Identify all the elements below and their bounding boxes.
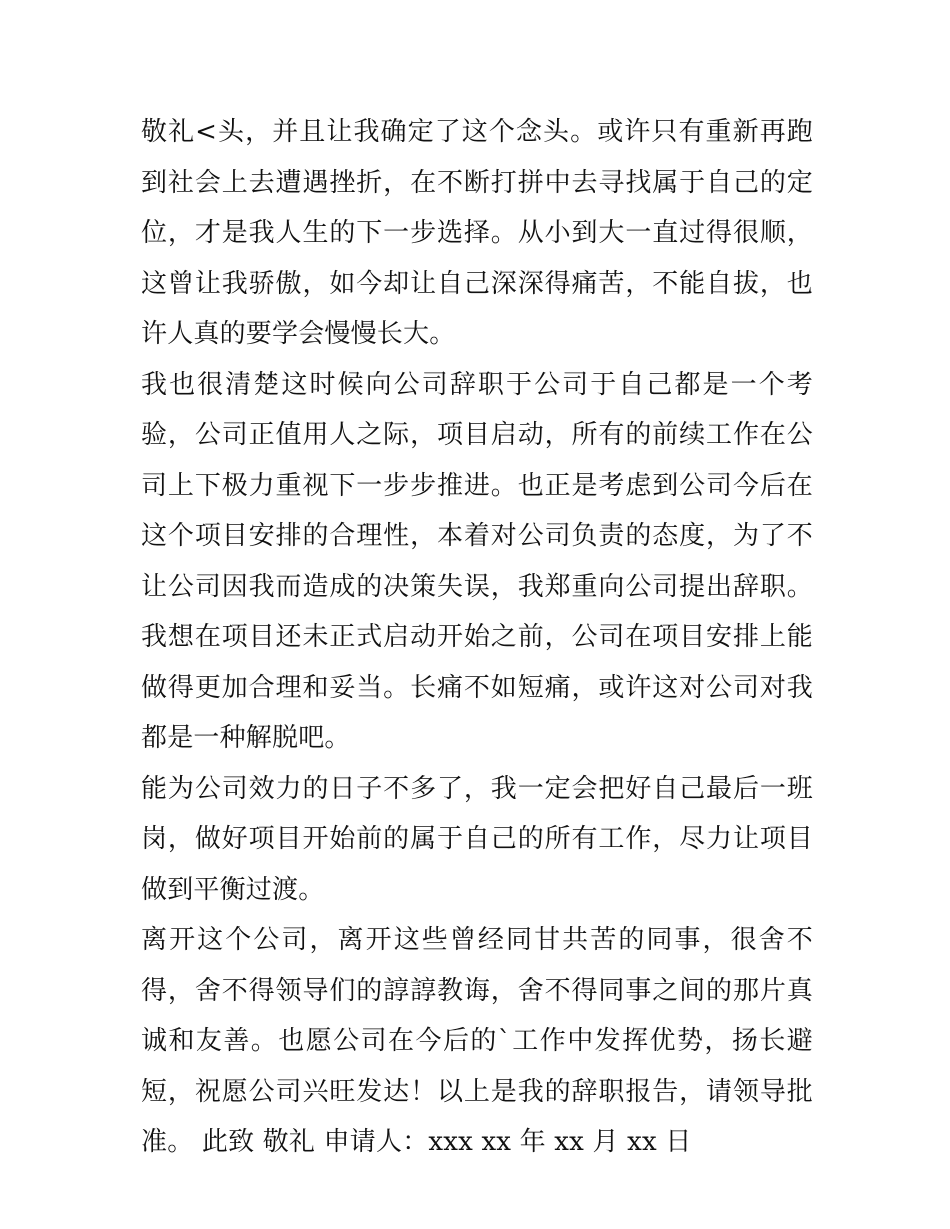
paragraph-4: 离开这个公司，离开这些曾经同甘共苦的同事，很舍不得，舍不得领导们的諄諄教诲，舍不得同事之间的那片真诚和友善。也愿公司在今后的`工作中发挥优势，扬长避短，祝愿公司兴旺发达！以上是我的辞职报告，请领导批准。 此致 敬礼 申请人：xxx xx 年 xx 月 xx 日	[141, 925, 813, 1157]
paragraph-2: 我也很清楚这时候向公司辞职于公司于自己都是一个考验，公司正值用人之际，项目启动，所有的前续工作在公司上下极力重视下一步步推进。也正是考虑到公司今后在这个项目安排的合理性，本着对公司负责的态度，为了不让公司因我而造成的决策失误，我郑重向公司提出辞职。我想在项目还未正式启动开始之前，公司在项目安排上能做得更加合理和妥当。长痛不如短痛，或许这对公司对我都是一种解脱吧。	[141, 369, 813, 753]
paragraph-1: 敬礼<头，并且让我确定了这个念头。或许只有重新再跑到社会上去遭遇挫折，在不断打拼中去寻找属于自己的定位，才是我人生的下一步选择。从小到大一直过得很顺，这曾让我骄傲，如今却让自己深深得痛苦，不能自拔，也许人真的要学会慢慢长大。	[141, 117, 813, 349]
paragraph-3: 能为公司效力的日子不多了，我一定会把好自己最后一班岗，做好项目开始前的属于自己的所有工作，尽力让项目做到平衡过渡。	[141, 773, 813, 905]
document-body	[141, 107, 813, 1168]
